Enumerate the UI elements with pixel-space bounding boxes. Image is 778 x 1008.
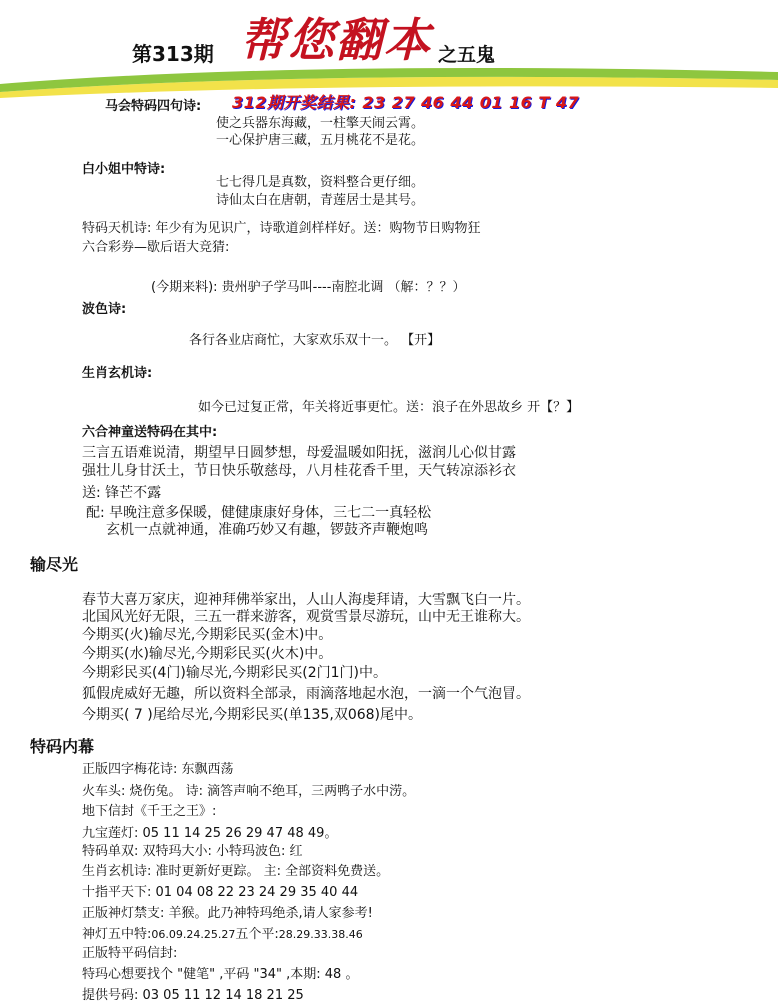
shendeng-line [82,923,363,942]
shentong-line-1: 三言五语难说清，期望早日圆梦想，母爱温暖如阳抚，滋润儿心似甘露 [82,445,516,461]
jinzhi-line: 正版神灯禁支: 羊猴。此乃神特玛绝杀,请人家参考! [82,906,373,921]
shujinguang-line-4: 今期买(水)输尽光,今期彩民买(火木)中。 [82,646,333,662]
shujinguang-line-5: 今期彩民买(4门)输尽光,今期彩民买(2门1门)中。 [82,665,388,681]
danshuang-line: 特码单双: 双特玛大小: 小特玛波色: 红 [82,844,303,859]
shujinguang-line-2: 北国风光好无限，三五一群来游客，观赏雪景尽游玩，山中无王谁称大。 [82,609,530,625]
xiehouyu-line: (今期来料): 贵州驴子学马叫----南腔北调 （解：？？） [151,280,466,295]
baixiaojie-label: 白小姐中特诗: [82,162,166,177]
shentong-pei-2: 玄机一点就神通，准确巧妙又有趣，锣鼓齐声鞭炮鸣 [106,522,428,538]
shentong-song: 送: 锋芒不露 [82,485,162,501]
draw-result: 312期开奖结果: 23 27 46 44 01 16 T 47 [232,93,580,112]
xiehouyu-label: 六合彩券—歇后语大竞猜: [82,240,230,255]
shengxiao-label: 生肖玄机诗: [82,366,153,381]
shentong-label: 六合神童送特码在其中: [82,425,218,440]
shendeng-label: 神灯五中特: [82,927,152,942]
sihang-label: 马会特码四句诗: [105,99,202,114]
baixiaojie-line-1: 七七得几是真数，资料整合更仔细。 [216,175,425,190]
shujinguang-line-7: 今期买( 7 )尾给尽光,今期彩民买(单135,双068)尾中。 [82,707,422,723]
shentong-pei-1: 配: 早晚注意多保暖，健健康康好身体，三七二一真轻松 [86,505,432,521]
sihang-line-1: 使之兵器东海藏，一柱擎天闹云霄。 [216,116,425,131]
huoche-line: 火车头: 烧伤兔。 诗: 滴答声响不绝耳，三两鸭子水中涝。 [82,784,416,799]
baixiaojie-line-2: 诗仙太白在唐朝，青莲居士是其号。 [216,193,425,208]
shujinguang-line-1: 春节大喜万家庆，迎神拜佛举家出，人山人海虔拜请，大雪飘飞白一片。 [82,592,530,608]
page-subtitle: 之五鬼 [438,44,496,66]
shujinguang-line-6: 狐假虎威好无趣，所以资料全部录，雨滴落地起水泡，一滴一个气泡冒。 [82,686,530,702]
tianji-line: 特码天机诗: 年少有为见识广，诗歌道剑样样好。送：购物节日购物狂 [82,221,481,236]
shujinguang-line-3: 今期买(火)输尽光,今期彩民买(金木)中。 [82,627,333,643]
temaneimu-title: 特码内幕 [30,737,95,756]
dixia-line: 地下信封《千王之王》: [82,804,217,819]
jiubao-line: 九宝莲灯: 05 11 14 25 26 29 47 48 49。 [82,826,338,841]
xinfeng-line: 正版特平码信封: [82,946,178,961]
xuanji-line: 生肖玄机诗: 准时更新好更踪。 主: 全部资料免费送。 [82,864,390,879]
wuge-numbers: 28.29.33.38.46 [278,928,363,941]
shendeng-numbers: 06.09.24.25.27 [151,928,236,941]
shujinguang-title: 输尽光 [30,555,79,574]
shengxiao-line: 如今已过复正常，年关将近事更忙。送：浪子在外思故乡 开【？】 [198,400,580,415]
meihua-line: 正版四字梅花诗: 东飘西荡 [82,762,234,777]
bose-line: 各行各业店商忙，大家欢乐双十一。 【开】 [189,333,441,348]
page-title: 帮您翻本 [240,13,432,67]
bose-label: 波色诗: [82,302,127,317]
sihang-line-2: 一心保护唐三藏，五月桃花不是花。 [216,133,425,148]
tigong-line: 提供号码: 03 05 11 12 14 18 21 25 [82,988,304,1003]
issue-number: 第313期 [132,42,214,66]
xinxiang-line: 特玛心想要找个 "健笔" ,平码 "34" ,本期: 48 。 [82,967,359,982]
wuge-label: 五个平: [235,927,279,942]
shentong-line-2: 强壮儿身甘沃土，节日快乐敬慈母，八月桂花香千里，天气转凉添衫衣 [82,463,516,479]
shizhi-line: 十指平天下: 01 04 08 22 23 24 29 35 40 44 [82,885,359,900]
